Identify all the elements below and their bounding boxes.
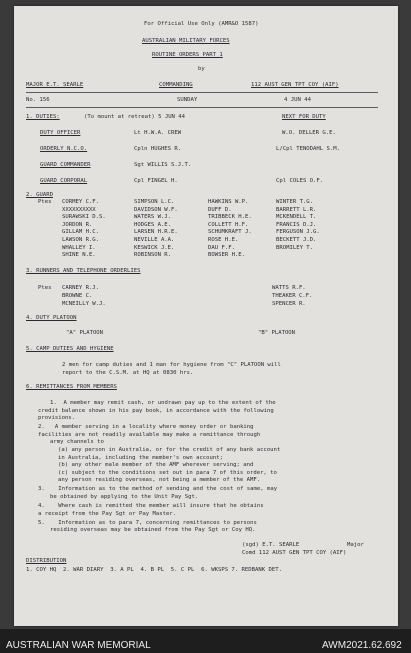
- guard-member: FERGUSON J.G.: [276, 229, 320, 236]
- guard-member: BARRETT L.R.: [276, 206, 317, 213]
- official-use-line: For Official Use Only (AMR&O 1587): [144, 21, 259, 27]
- guard-member: SURAWSKI D.S.: [62, 214, 106, 221]
- guard-member: MCKENDELL T.: [276, 214, 317, 221]
- order-date: 4 JUN 44: [284, 97, 311, 103]
- remittance-line: 1. A member may remit cash, or undrawn pay up to the extent of the: [50, 400, 276, 406]
- guard-member: SHINE N.E.: [62, 252, 96, 259]
- remittance-line: army channels to: [50, 439, 104, 446]
- remittance-line: provisions.: [38, 415, 76, 422]
- guard-member: ROSE H.E.: [208, 237, 239, 243]
- guard-member: CORMEY C.F.: [62, 199, 100, 205]
- guard-member: SIMPSON L.C.: [134, 199, 175, 205]
- signature-sgd: (sgd) E.T. SEARLE: [242, 542, 300, 548]
- duty-next: W.O. DELLER G.E.: [282, 130, 336, 136]
- remittance-line: 4. Where cash is remitted the member will insure that he obtains: [38, 503, 264, 509]
- unit-name: 112 AUST GEN TPT COY (AIF): [251, 82, 339, 88]
- runner-name: MCNEILLY W.J.: [62, 301, 106, 307]
- orders-title: ROUTINE ORDERS PART 1: [152, 52, 223, 58]
- remittance-line: 5. Information as to para 7, concerning remittances to persons: [38, 519, 257, 526]
- guard-member: WINTER T.G.: [276, 199, 314, 205]
- guard-member: COLLETT H.F.: [208, 221, 249, 228]
- commander-name: MAJOR E.T. SEARLE: [26, 82, 84, 88]
- runners-prefix: Ptes: [38, 285, 52, 291]
- footer-institution: AUSTRALIAN WAR MEMORIAL: [6, 640, 151, 651]
- camp-duties-line: 2 men for camp duties and 1 man for hygiene from "C" PLATOON will: [62, 362, 281, 368]
- signature-rank: Major: [347, 542, 364, 548]
- header-rule-2: [26, 107, 378, 108]
- distribution-heading: DISTRIBUTION: [26, 558, 67, 564]
- duty-name: Lt H.W.A. CREW: [134, 130, 182, 136]
- signature-unit: Comd 112 AUST GEN TPT COY (AIF): [242, 550, 347, 556]
- remittance-line: 3. Information as to the method of sending and the cost of same, may: [38, 486, 278, 493]
- guard-member: DAVIDSON W.F.: [134, 206, 178, 213]
- distribution-list: 1. COY HQ 2. WAR DIARY 3. A PL 4. B PL 5. C PL 6. WKSPS 7. REDBANK DET.: [26, 567, 282, 573]
- duties-mount: (To mount at retreat) 5 JUN 44: [84, 114, 186, 120]
- order-number: No. 156: [26, 97, 50, 103]
- duty-name: Sgt WILLIS S.J.T.: [134, 162, 192, 168]
- remittance-line: be obtained by applying to the Unit Pay Sgt.: [50, 494, 199, 500]
- guard-member: LAWSON R.G.: [62, 237, 100, 243]
- remittance-line: a receipt from the Pay Sgt or Pay Master.: [38, 510, 177, 517]
- guard-member: HAWKINS W.P.: [208, 199, 249, 205]
- runner-name: SPENCER R.: [272, 301, 306, 307]
- guard-member: WATERS W.J.: [134, 214, 172, 221]
- guard-member: HODGES A.E.: [134, 221, 172, 228]
- guard-prefix: Ptes: [38, 199, 52, 205]
- guard-member: NEVILLE A.A.: [134, 237, 175, 243]
- remittance-line: (a) any person in Australia, or for the credit of any bank account: [58, 447, 281, 453]
- runner-name: WATTS R.F.: [272, 285, 306, 291]
- guard-member: DAU F.F.: [208, 244, 235, 251]
- duty-platoon-heading: 4. DUTY PLATOON: [26, 315, 77, 321]
- duty-name: Cpln HUGHES R.: [134, 146, 182, 152]
- remittance-line: in Australia, including the member's own account;: [58, 454, 224, 461]
- guard-member: JORDON R.: [62, 221, 93, 228]
- order-sheet: [14, 6, 398, 626]
- remittance-line: (c) subject to the conditions set out in para 7 of this order, to: [58, 469, 277, 476]
- remittance-line: facilities are not readily available may make a remittance through: [38, 431, 261, 438]
- guard-member: ROBINSON R.: [134, 252, 172, 259]
- duty-role: GUARD CORPORAL: [40, 178, 88, 184]
- duty-role: DUTY OFFICER: [40, 130, 81, 136]
- order-day: SUNDAY: [177, 97, 198, 103]
- force-title: AUSTRALIAN MILITARY FORCES: [142, 38, 230, 44]
- remittance-line: residing overseas may be obtained from the Pay Sgt or Coy HQ.: [50, 527, 256, 534]
- camp-duties-line: report to the C.S.M. at HQ at 0830 hrs.: [62, 370, 194, 376]
- guard-member: XXXXXXXXXX: [62, 206, 96, 213]
- header-rule: [26, 92, 378, 93]
- guard-member: BECKETT J.D.: [276, 237, 317, 243]
- runners-heading: 3. RUNNERS AND TELEPHONE ORDERLIES: [26, 268, 141, 274]
- runner-name: BROWNE C.: [62, 293, 93, 299]
- guard-member: LARSEN H.R.E.: [134, 229, 178, 236]
- footer-accession: AWM2021.62.692: [322, 640, 402, 651]
- platoon-b: "B" PLATOON: [258, 330, 296, 336]
- next-for-duty-heading: NEXT FOR DUTY: [282, 114, 326, 120]
- remittances-heading: 6. REMITTANCES FROM MEMBERS: [26, 384, 117, 390]
- by-word: by: [198, 66, 205, 72]
- duty-next: Cpl COLES O.F.: [276, 178, 324, 184]
- guard-member: DUFF D.: [208, 206, 232, 213]
- runner-name: CARNEY R.J.: [62, 285, 100, 291]
- guard-member: GILLAM H.C.: [62, 229, 100, 236]
- duty-next: L/Cpl TENODAHL S.M.: [276, 146, 340, 152]
- guard-member: FRANCIS D.J.: [276, 221, 317, 228]
- guard-member: BROMILEY T.: [276, 244, 314, 251]
- platoon-a: "A" PLATOON: [66, 330, 104, 336]
- remittance-line: credit balance shown in his pay book, in accordance with the following: [38, 407, 274, 414]
- remittance-line: 2. A member serving in a locality where money order or banking: [38, 424, 254, 431]
- duty-name: Cpl FINGEL H.: [134, 178, 178, 184]
- archive-footer: [0, 629, 411, 653]
- guard-heading: 2. GUARD: [26, 192, 53, 198]
- camp-duties-heading: 5. CAMP DUTIES AND HYGIENE: [26, 346, 114, 352]
- runner-name: THEAKER C.F.: [272, 293, 313, 299]
- duty-role: GUARD COMMANDER: [40, 162, 91, 168]
- remittance-line: (b) any other male member of the AMF wherever serving; and: [58, 462, 254, 469]
- duties-heading: 1. DUTIES:: [26, 114, 60, 120]
- duty-role: ORDERLY N.C.O.: [40, 146, 88, 152]
- guard-member: KESWICK J.E.: [134, 244, 175, 251]
- guard-member: BOWSER H.E.: [208, 252, 246, 259]
- guard-member: SCHUMKRAFT J.: [208, 229, 252, 236]
- guard-member: WHALLEY I.: [62, 244, 96, 251]
- commanding-word: COMMANDING: [159, 82, 193, 88]
- remittance-line: any person residing overseas, not being a member of the AMF.: [58, 477, 261, 484]
- guard-member: TRIBBECK H.E.: [208, 214, 252, 221]
